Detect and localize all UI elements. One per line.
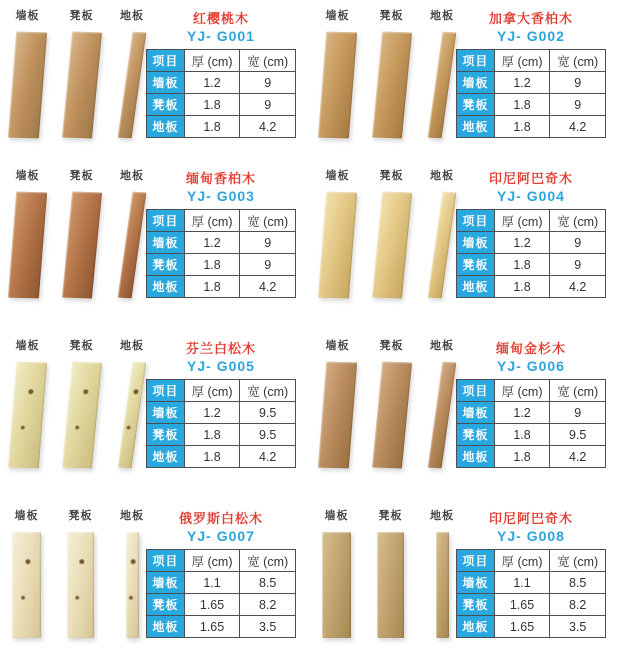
bench-board-image (61, 32, 101, 139)
product-code: YJ- G003 (187, 188, 255, 204)
spec-item-bench: 凳板 (147, 594, 185, 616)
plank-group-wall (12, 167, 43, 330)
spec-thickness-floor: 1.8 (184, 276, 240, 298)
spec-width-bench: 9 (550, 254, 606, 276)
spec-header-item: 项目 (147, 550, 185, 572)
wall-board-label: 墙板 (325, 10, 350, 22)
spec-width-floor: 3.5 (550, 616, 606, 638)
bench-board-label: 凳板 (379, 170, 404, 182)
spec-thickness-floor: 1.8 (494, 446, 550, 468)
plank-group-floor (430, 7, 454, 160)
plank-group-wall (12, 337, 43, 500)
plank-group-wall (322, 337, 353, 500)
spec-row-bench (457, 594, 606, 616)
floor-board-label: 地板 (120, 510, 144, 522)
plank-photos (320, 7, 456, 160)
spec-width-bench: 9.5 (550, 424, 606, 446)
plank-photos (10, 7, 146, 160)
spec-width-wall: 9 (240, 72, 296, 94)
wall-board-label: 墙板 (325, 340, 350, 352)
spec-row-floor (147, 616, 296, 638)
plank-photos (320, 337, 456, 500)
spec-header-item: 项目 (457, 210, 495, 232)
floor-board-image (428, 32, 457, 139)
spec-header-thickness: 厚 (cm) (494, 550, 550, 572)
spec-header-width: 宽 (cm) (550, 210, 606, 232)
spec-header-thickness: 厚 (cm) (184, 50, 240, 72)
product-code: YJ- G001 (187, 28, 255, 44)
wall-board-label: 墙板 (15, 10, 40, 22)
spec-thickness-bench: 1.8 (494, 254, 550, 276)
spec-table (456, 379, 606, 468)
product-cell (0, 330, 310, 500)
floor-board-label: 地板 (430, 510, 454, 522)
bench-board-image (61, 362, 101, 469)
product-code: YJ- G002 (497, 28, 565, 44)
spec-header-item: 项目 (147, 210, 185, 232)
bench-board-image (371, 362, 411, 469)
plank-photos (320, 507, 456, 666)
spec-width-bench: 8.2 (550, 594, 606, 616)
spec-header-row (457, 210, 606, 232)
plank-group-bench (377, 167, 407, 330)
spec-header-item: 项目 (457, 550, 495, 572)
spec-width-wall: 9 (550, 72, 606, 94)
spec-row-wall (147, 572, 296, 594)
product-cell (0, 500, 310, 666)
spec-item-bench: 凳板 (147, 424, 185, 446)
floor-board-image (428, 362, 457, 469)
spec-thickness-bench: 1.8 (184, 424, 240, 446)
spec-row-wall (457, 72, 606, 94)
plank-group-bench (377, 7, 407, 160)
spec-header-thickness: 厚 (cm) (184, 210, 240, 232)
product-info (146, 337, 310, 500)
spec-thickness-wall: 1.2 (184, 72, 240, 94)
product-cell (0, 0, 310, 160)
spec-width-floor: 4.2 (550, 116, 606, 138)
spec-item-floor: 地板 (147, 446, 185, 468)
plank-photos (10, 507, 146, 666)
spec-row-wall (147, 402, 296, 424)
spec-thickness-wall: 1.2 (494, 402, 550, 424)
wall-board-image (318, 192, 357, 299)
product-cell (310, 0, 620, 160)
spec-thickness-floor: 1.8 (184, 116, 240, 138)
spec-header-row (147, 50, 296, 72)
spec-header-item: 项目 (457, 380, 495, 402)
wall-board-label: 墙板 (15, 170, 40, 182)
wall-board-label: 墙板 (324, 510, 349, 522)
spec-width-wall: 9 (550, 402, 606, 424)
spec-row-bench (147, 254, 296, 276)
floor-board-image (118, 32, 147, 139)
spec-table (146, 49, 296, 138)
product-name: 加拿大香柏木 (488, 11, 573, 26)
bench-board-label: 凳板 (379, 10, 404, 22)
spec-item-bench: 凳板 (457, 424, 495, 446)
plank-photos (10, 337, 146, 500)
product-code: YJ- G004 (497, 188, 565, 204)
product-code: YJ- G006 (497, 358, 565, 374)
plank-group-floor (120, 507, 144, 666)
floor-board-label: 地板 (120, 10, 144, 22)
product-info (456, 337, 620, 500)
spec-header-width: 宽 (cm) (240, 50, 296, 72)
bench-board-image (61, 192, 101, 299)
spec-item-bench: 凳板 (457, 594, 495, 616)
spec-table (456, 209, 606, 298)
wall-board-image (8, 32, 47, 139)
spec-item-bench: 凳板 (147, 254, 185, 276)
spec-width-floor: 4.2 (550, 446, 606, 468)
product-cell (310, 330, 620, 500)
spec-row-wall (457, 572, 606, 594)
product-info (456, 167, 620, 330)
spec-row-bench (457, 424, 606, 446)
spec-item-wall: 墙板 (147, 572, 185, 594)
spec-item-floor: 地板 (147, 616, 185, 638)
spec-width-bench: 9 (550, 94, 606, 116)
product-info (146, 167, 310, 330)
spec-item-bench: 凳板 (147, 94, 185, 116)
plank-group-floor (430, 507, 454, 666)
spec-item-wall: 墙板 (457, 72, 495, 94)
spec-item-wall: 墙板 (457, 572, 495, 594)
spec-row-wall (147, 232, 296, 254)
product-cell (310, 500, 620, 666)
wall-board-image (12, 532, 41, 638)
spec-header-thickness: 厚 (cm) (494, 380, 550, 402)
spec-thickness-wall: 1.2 (184, 402, 240, 424)
floor-board-label: 地板 (430, 170, 454, 182)
plank-group-bench (377, 507, 404, 666)
spec-item-floor: 地板 (457, 116, 495, 138)
spec-width-floor: 4.2 (550, 276, 606, 298)
product-code: YJ- G008 (497, 528, 565, 544)
product-cell (310, 160, 620, 330)
wall-board-label: 墙板 (15, 340, 40, 352)
spec-table (456, 49, 606, 138)
spec-header-thickness: 厚 (cm) (184, 380, 240, 402)
product-info (146, 507, 310, 666)
spec-table (146, 379, 296, 468)
product-name: 印尼阿巴奇木 (488, 171, 573, 186)
spec-header-item: 项目 (147, 50, 185, 72)
product-name: 缅甸香柏木 (185, 171, 256, 186)
spec-header-width: 宽 (cm) (550, 380, 606, 402)
spec-header-thickness: 厚 (cm) (494, 50, 550, 72)
spec-row-floor (147, 276, 296, 298)
bench-board-label: 凳板 (69, 340, 94, 352)
spec-thickness-bench: 1.8 (184, 94, 240, 116)
spec-item-floor: 地板 (457, 616, 495, 638)
plank-group-floor (120, 7, 144, 160)
spec-thickness-floor: 1.8 (494, 276, 550, 298)
plank-group-bench (377, 337, 407, 500)
plank-group-wall (322, 167, 353, 330)
spec-table (456, 549, 606, 638)
plank-group-floor (120, 337, 144, 500)
spec-thickness-bench: 1.8 (494, 424, 550, 446)
plank-group-bench (67, 507, 94, 666)
spec-row-floor (457, 116, 606, 138)
spec-thickness-floor: 1.8 (494, 116, 550, 138)
spec-width-bench: 9.5 (240, 424, 296, 446)
spec-item-floor: 地板 (457, 276, 495, 298)
bench-board-image (371, 192, 411, 299)
spec-item-wall: 墙板 (147, 72, 185, 94)
spec-thickness-bench: 1.8 (494, 94, 550, 116)
spec-thickness-wall: 1.2 (184, 232, 240, 254)
spec-row-bench (457, 254, 606, 276)
spec-width-bench: 8.2 (240, 594, 296, 616)
floor-board-image (126, 532, 139, 638)
floor-board-image (118, 192, 147, 299)
plank-group-bench (67, 337, 97, 500)
wall-board-image (8, 192, 47, 299)
spec-thickness-floor: 1.65 (184, 616, 240, 638)
bench-board-label: 凳板 (379, 340, 404, 352)
wall-board-label: 墙板 (325, 170, 350, 182)
plank-group-floor (430, 337, 454, 500)
bench-board-label: 凳板 (378, 510, 403, 522)
spec-header-thickness: 厚 (cm) (494, 210, 550, 232)
spec-width-bench: 9 (240, 94, 296, 116)
spec-width-wall: 9 (240, 232, 296, 254)
spec-table (146, 209, 296, 298)
spec-width-floor: 4.2 (240, 116, 296, 138)
spec-row-wall (457, 402, 606, 424)
product-name: 印尼阿巴奇木 (488, 511, 573, 526)
spec-table (146, 549, 296, 638)
spec-header-item: 项目 (147, 380, 185, 402)
plank-group-wall (12, 507, 41, 666)
product-name: 红樱桃木 (192, 11, 249, 26)
spec-item-wall: 墙板 (457, 232, 495, 254)
spec-header-row (457, 550, 606, 572)
spec-row-bench (457, 94, 606, 116)
floor-board-label: 地板 (430, 340, 454, 352)
spec-header-item: 项目 (457, 50, 495, 72)
spec-header-width: 宽 (cm) (240, 210, 296, 232)
plank-group-wall (12, 7, 43, 160)
spec-width-floor: 4.2 (240, 446, 296, 468)
wall-board-image (318, 362, 357, 469)
product-code: YJ- G005 (187, 358, 255, 374)
spec-width-bench: 9 (240, 254, 296, 276)
spec-item-floor: 地板 (147, 276, 185, 298)
bench-board-label: 凳板 (69, 170, 94, 182)
spec-thickness-floor: 1.8 (184, 446, 240, 468)
spec-header-row (457, 380, 606, 402)
spec-header-width: 宽 (cm) (240, 380, 296, 402)
bench-board-image (67, 532, 94, 638)
plank-group-bench (67, 167, 97, 330)
product-name: 缅甸金杉木 (495, 341, 566, 356)
spec-thickness-bench: 1.65 (184, 594, 240, 616)
floor-board-label: 地板 (120, 170, 144, 182)
spec-thickness-wall: 1.2 (494, 232, 550, 254)
spec-thickness-wall: 1.2 (494, 72, 550, 94)
bench-board-label: 凳板 (68, 510, 93, 522)
spec-row-bench (147, 94, 296, 116)
spec-width-wall: 8.5 (240, 572, 296, 594)
spec-width-wall: 9.5 (240, 402, 296, 424)
plank-group-floor (120, 167, 144, 330)
product-info (456, 507, 620, 666)
floor-board-image (118, 362, 147, 469)
spec-thickness-wall: 1.1 (184, 572, 240, 594)
bench-board-image (371, 32, 411, 139)
spec-header-row (147, 550, 296, 572)
plank-photos (10, 167, 146, 330)
product-info (456, 7, 620, 160)
spec-width-wall: 8.5 (550, 572, 606, 594)
wall-board-image (8, 362, 47, 469)
spec-row-wall (457, 232, 606, 254)
floor-board-label: 地板 (430, 10, 454, 22)
spec-header-row (457, 50, 606, 72)
wall-board-image (322, 532, 351, 638)
plank-group-bench (67, 7, 97, 160)
spec-header-width: 宽 (cm) (550, 50, 606, 72)
spec-row-floor (457, 616, 606, 638)
spec-header-thickness: 厚 (cm) (184, 550, 240, 572)
spec-row-floor (147, 446, 296, 468)
spec-thickness-bench: 1.65 (494, 594, 550, 616)
spec-row-floor (457, 276, 606, 298)
spec-width-floor: 3.5 (240, 616, 296, 638)
spec-thickness-wall: 1.1 (494, 572, 550, 594)
spec-item-floor: 地板 (147, 116, 185, 138)
plank-group-wall (322, 507, 351, 666)
spec-thickness-floor: 1.65 (494, 616, 550, 638)
spec-header-width: 宽 (cm) (550, 550, 606, 572)
product-cell (0, 160, 310, 330)
spec-item-wall: 墙板 (457, 402, 495, 424)
spec-item-bench: 凳板 (457, 94, 495, 116)
spec-row-floor (147, 116, 296, 138)
spec-width-floor: 4.2 (240, 276, 296, 298)
product-name: 芬兰白松木 (185, 341, 256, 356)
plank-group-floor (430, 167, 454, 330)
spec-item-floor: 地板 (457, 446, 495, 468)
floor-board-image (428, 192, 457, 299)
floor-board-image (436, 532, 449, 638)
spec-header-row (147, 210, 296, 232)
spec-row-bench (147, 424, 296, 446)
plank-photos (320, 167, 456, 330)
wall-board-label: 墙板 (14, 510, 39, 522)
spec-thickness-bench: 1.8 (184, 254, 240, 276)
product-info (146, 7, 310, 160)
floor-board-label: 地板 (120, 340, 144, 352)
product-code: YJ- G007 (187, 528, 255, 544)
product-name: 俄罗斯白松木 (178, 511, 263, 526)
spec-row-floor (457, 446, 606, 468)
spec-item-bench: 凳板 (457, 254, 495, 276)
spec-row-bench (147, 594, 296, 616)
spec-header-row (147, 380, 296, 402)
spec-item-wall: 墙板 (147, 402, 185, 424)
spec-row-wall (147, 72, 296, 94)
spec-header-width: 宽 (cm) (240, 550, 296, 572)
wall-board-image (318, 32, 357, 139)
bench-board-image (377, 532, 404, 638)
plank-group-wall (322, 7, 353, 160)
spec-item-wall: 墙板 (147, 232, 185, 254)
spec-width-wall: 9 (550, 232, 606, 254)
bench-board-label: 凳板 (69, 10, 94, 22)
